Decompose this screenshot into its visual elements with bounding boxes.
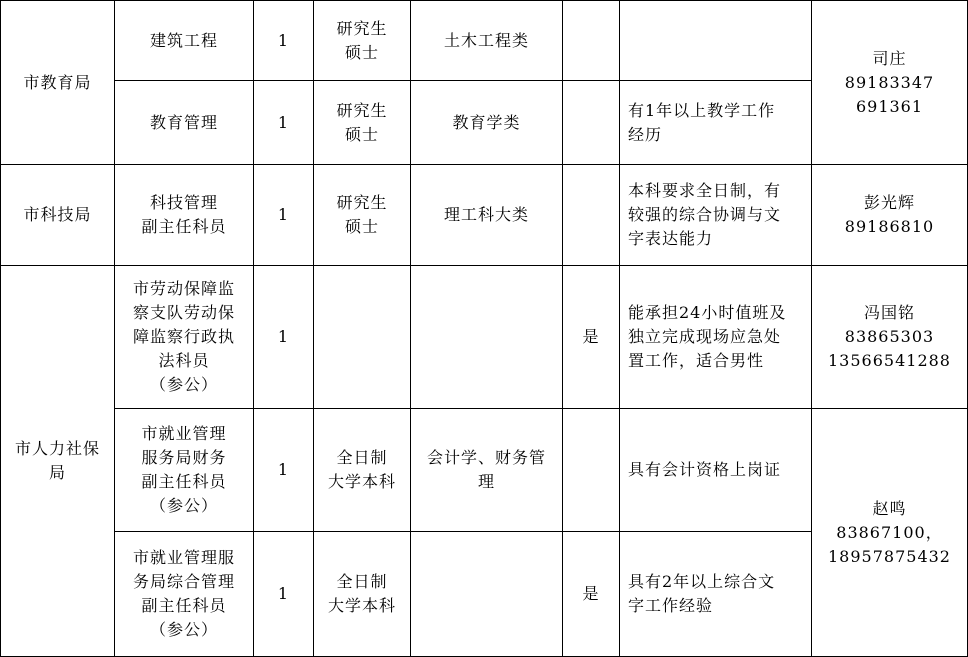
education-cell: 全日制 大学本科 (327, 572, 396, 615)
shift-cell (563, 1, 619, 80)
shift-cell: 是 (582, 584, 600, 603)
count-cell: 1 (277, 584, 290, 603)
position-cell: 科技管理 副主任科员 (141, 193, 227, 236)
requirement-cell: 本科要求全日制，有 较强的综合协调与文 字表达能力 (628, 181, 782, 248)
contact-cell: 司庄 89183347 691361 (844, 48, 935, 116)
position-cell: 市就业管理服 务局综合管理 副主任科员 （参公） (132, 548, 235, 639)
count-cell: 1 (277, 327, 290, 346)
requirement-cell: 具有会计资格上岗证 (628, 460, 782, 479)
major-cell (411, 532, 562, 656)
requirement-cell: 具有2年以上综合文 字工作经验 (628, 572, 776, 615)
position-cell: 市就业管理 服务局财务 副主任科员 （参公） (141, 424, 227, 515)
education-cell (314, 266, 410, 408)
education-cell: 研究生 硕士 (336, 193, 388, 236)
requirement-cell: 有1年以上教学工作 经历 (628, 100, 776, 144)
department-cell: 市人力社保 局 (14, 439, 100, 482)
position-cell: 市劳动保障监 察支队劳动保 障监察行政执 法科员 （参公） (132, 279, 235, 394)
education-cell: 全日制 大学本科 (327, 448, 396, 491)
requirement-cell (620, 1, 811, 80)
shift-cell (563, 81, 619, 164)
department-cell: 市科技局 (23, 205, 92, 224)
contact-cell: 赵鸣 83867100， 18957875432 (828, 498, 951, 566)
major-cell: 教育学类 (452, 112, 521, 132)
major-cell: 土木工程类 (443, 30, 529, 50)
major-cell: 会计学、财务管 理 (426, 448, 546, 491)
requirement-cell: 能承担24小时值班及 独立完成现场应急处 置工作，适合男性 (628, 303, 787, 370)
education-cell: 研究生 硕士 (336, 100, 388, 144)
contact-cell: 冯国铭 83865303 13566541288 (828, 303, 951, 370)
position-cell: 教育管理 (149, 112, 218, 132)
count-cell: 1 (277, 205, 290, 224)
shift-cell (563, 165, 619, 265)
department-cell: 市教育局 (23, 72, 92, 92)
education-cell: 研究生 硕士 (336, 18, 388, 62)
count-cell: 1 (277, 112, 290, 132)
count-cell: 1 (277, 30, 290, 50)
shift-cell: 是 (582, 327, 600, 346)
major-cell: 理工科大类 (443, 205, 529, 224)
position-cell: 建筑工程 (149, 30, 218, 50)
major-cell (411, 266, 562, 408)
count-cell: 1 (277, 460, 290, 479)
contact-cell: 彭光辉 89186810 (844, 193, 935, 236)
shift-cell (563, 409, 619, 531)
